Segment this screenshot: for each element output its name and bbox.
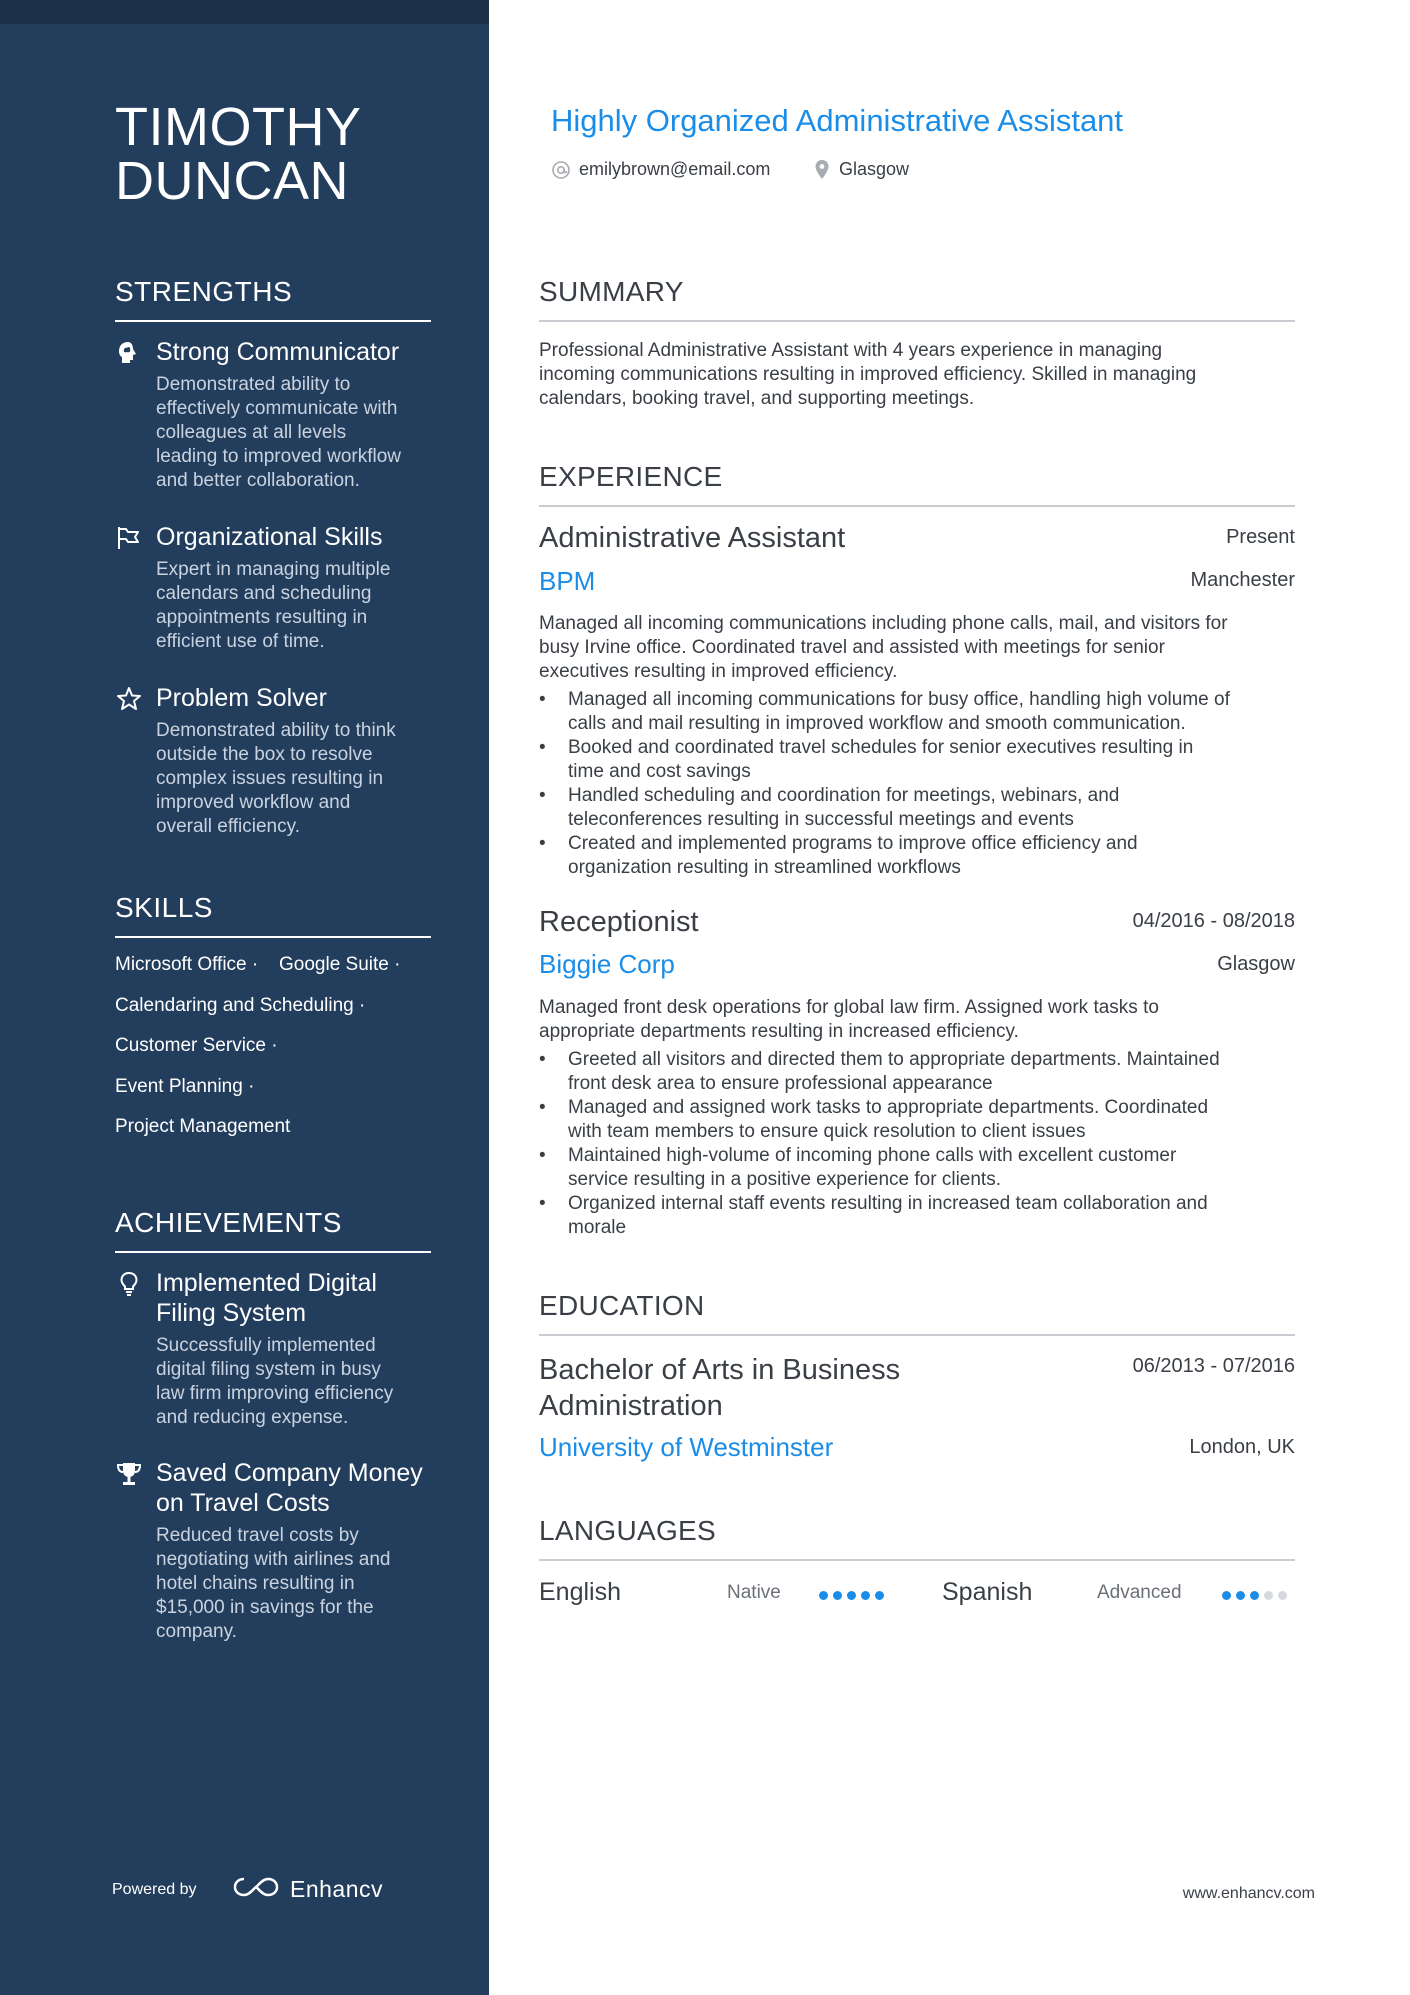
strength-item: [115, 522, 435, 654]
summary-heading: SUMMARY: [539, 276, 1295, 322]
text-line: service resulting in a positive experience for clients.: [568, 1169, 1001, 1190]
rating-dot-filled: [1236, 1591, 1245, 1600]
desc-line: efficient use of time.: [156, 631, 325, 652]
language-name: Spanish: [942, 1578, 1033, 1606]
rating-dot-filled: [819, 1591, 828, 1600]
rating-dot-filled: [833, 1591, 842, 1600]
rating-dot-filled: [861, 1591, 870, 1600]
strength-title: Problem Solver: [156, 684, 327, 712]
skill-item: Calendaring and Scheduling ·: [115, 995, 366, 1016]
text-line: • Handled scheduling and coordination for meetings, webinars, and: [568, 785, 1120, 806]
sidebar: [0, 0, 489, 1995]
desc-line: Demonstrated ability to think: [156, 720, 396, 741]
text-line: appropriate departments resulting in increased efficiency.: [539, 1021, 1019, 1042]
skill-item: Microsoft Office ·: [115, 954, 259, 975]
bullet-item: [539, 1096, 1299, 1144]
job-bullets: [539, 688, 1299, 880]
email-text[interactable]: emilybrown@email.com: [579, 159, 771, 179]
language-rating: [1222, 1587, 1292, 1605]
achievement-title: [156, 1268, 435, 1328]
job-date: Present: [1226, 526, 1295, 548]
title-line: Filing System: [156, 1299, 307, 1327]
language-level: Native: [727, 1582, 781, 1603]
location-text: Glasgow: [839, 159, 910, 179]
desc-line: Expert in managing multiple: [156, 559, 391, 580]
achievement-desc: [156, 1524, 435, 1644]
strength-desc: [156, 719, 435, 839]
lightbulb-icon: [115, 1270, 143, 1298]
bullet-item: [539, 1048, 1299, 1096]
summary-text: [539, 339, 1299, 411]
skills-heading: SKILLS: [115, 892, 431, 938]
strength-title: Strong Communicator: [156, 338, 400, 366]
website-link[interactable]: www.enhancv.com: [1182, 1885, 1315, 1902]
desc-line: negotiating with airlines and: [156, 1549, 391, 1570]
text-line: morale: [568, 1217, 627, 1238]
desc-line: $15,000 in savings for the: [156, 1597, 374, 1618]
text-line: Managed front desk operations for global law firm. Assigned work tasks to: [539, 997, 1159, 1018]
text-line: • Greeted all visitors and directed them to appropriate departments. Maintained: [568, 1049, 1220, 1070]
strength-item: [115, 337, 435, 493]
job-title: Administrative Assistant: [539, 522, 846, 554]
star-icon: [115, 685, 143, 713]
job-title: Receptionist: [539, 906, 699, 938]
bullet-item: [539, 1192, 1299, 1240]
skill-item: Google Suite ·: [279, 954, 401, 975]
degree-title: [539, 1352, 900, 1424]
text-line: executives resulting in improved efficiency.: [539, 661, 898, 682]
title-line: Saved Company Money: [156, 1459, 423, 1487]
school-name: University of Westminster: [539, 1432, 834, 1462]
school-location: London, UK: [1189, 1436, 1295, 1458]
text-line: calendars, booking travel, and supporting meetings.: [539, 388, 975, 409]
strengths-heading: STRENGTHS: [115, 276, 431, 322]
education-heading: EDUCATION: [539, 1290, 1295, 1336]
achievement-item: [115, 1268, 435, 1430]
desc-line: Demonstrated ability to: [156, 374, 351, 395]
bullet-item: [539, 688, 1299, 736]
sidebar-top-band: [0, 0, 489, 24]
language-rating: [819, 1587, 889, 1605]
desc-line: leading to improved workflow: [156, 446, 402, 467]
desc-line: appointments resulting in: [156, 607, 368, 628]
rating-dot-filled: [847, 1591, 856, 1600]
job-location: Glasgow: [1217, 953, 1295, 975]
rating-dot-empty: [1264, 1591, 1273, 1600]
bullet-item: [539, 736, 1299, 784]
bullet-item: [539, 1144, 1299, 1192]
achievements-heading: ACHIEVEMENTS: [115, 1207, 431, 1253]
job-description: [539, 996, 1299, 1044]
company-name: Biggie Corp: [539, 949, 675, 979]
text-line: incoming communications resulting in improved efficiency. Skilled in managing: [539, 364, 1197, 385]
headline: Highly Organized Administrative Assistant: [551, 103, 1124, 138]
text-line: • Managed and assigned work tasks to appropriate departments. Coordinated: [568, 1097, 1209, 1118]
desc-line: law firm improving efficiency: [156, 1383, 394, 1404]
rating-dot-filled: [1250, 1591, 1259, 1600]
achievement-title: [156, 1458, 435, 1518]
desc-line: improved workflow and: [156, 792, 351, 813]
powered-by-label: Powered by: [112, 1881, 197, 1898]
rating-dot-empty: [1278, 1591, 1287, 1600]
text-line: Managed all incoming communications including phone calls, mail, and visitors for: [539, 613, 1228, 634]
text-line: front desk area to ensure professional appearance: [568, 1073, 993, 1094]
job-date: 04/2016 - 08/2018: [1132, 910, 1295, 932]
languages-heading: LANGUAGES: [539, 1515, 1295, 1561]
text-line: • Booked and coordinated travel schedules for senior executives resulting in: [568, 737, 1194, 758]
strength-item: [115, 683, 435, 839]
text-line: organization resulting in streamlined workflows: [568, 857, 961, 878]
achievement-item: [115, 1458, 435, 1644]
skill-item: Customer Service ·: [115, 1035, 278, 1056]
trophy-icon: [115, 1460, 143, 1488]
bullet-item: [539, 784, 1299, 832]
text-line: time and cost savings: [568, 761, 751, 782]
flag-icon: [115, 524, 143, 552]
education-date: 06/2013 - 07/2016: [1132, 1355, 1295, 1377]
language-name: English: [539, 1578, 621, 1606]
title-line: on Travel Costs: [156, 1489, 330, 1517]
text-line: Bachelor of Arts in Business: [539, 1354, 901, 1386]
experience-heading: EXPERIENCE: [539, 461, 1295, 507]
text-line: • Maintained high-volume of incoming phone calls with excellent customer: [568, 1145, 1177, 1166]
last-name: DUNCAN: [115, 151, 350, 211]
text-line: • Managed all incoming communications for busy office, handling high volume of: [568, 689, 1230, 710]
enhancv-logo-icon[interactable]: [232, 1873, 280, 1901]
job-bullets: [539, 1048, 1299, 1240]
desc-line: company.: [156, 1621, 237, 1642]
rating-dot-filled: [875, 1591, 884, 1600]
desc-line: digital filing system in busy: [156, 1359, 381, 1380]
text-line: teleconferences resulting in successful meetings and events: [568, 809, 1074, 830]
desc-line: Reduced travel costs by: [156, 1525, 359, 1546]
skill-item: Project Management: [115, 1116, 291, 1137]
strength-desc: [156, 373, 435, 493]
desc-line: colleagues at all levels: [156, 422, 347, 443]
desc-line: and reducing expense.: [156, 1407, 349, 1428]
desc-line: Successfully implemented: [156, 1335, 376, 1356]
text-line: • Organized internal staff events resulting in increased team collaboration and: [568, 1193, 1208, 1214]
text-line: • Created and implemented programs to improve office efficiency and: [568, 833, 1138, 854]
enhancv-brand[interactable]: Enhancv: [290, 1876, 384, 1902]
desc-line: complex issues resulting in: [156, 768, 384, 789]
company-name: BPM: [539, 566, 596, 596]
desc-line: outside the box to resolve: [156, 744, 373, 765]
at-icon: [551, 160, 571, 180]
desc-line: hotel chains resulting in: [156, 1573, 355, 1594]
head-icon: [115, 339, 143, 367]
strength-title: Organizational Skills: [156, 523, 383, 551]
location-pin-icon: [814, 159, 830, 181]
language-level: Advanced: [1097, 1582, 1182, 1603]
desc-line: calendars and scheduling: [156, 583, 372, 604]
rating-dot-filled: [1222, 1591, 1231, 1600]
candidate-name: [115, 97, 362, 211]
text-line: Administration: [539, 1390, 723, 1422]
skill-item: Event Planning ·: [115, 1076, 255, 1097]
text-line: Professional Administrative Assistant with 4 years experience in managing: [539, 340, 1163, 361]
title-line: Implemented Digital: [156, 1269, 377, 1297]
job-description: [539, 612, 1299, 684]
text-line: busy Irvine office. Coordinated travel and assisted with meetings for senior: [539, 637, 1165, 658]
bullet-item: [539, 832, 1299, 880]
text-line: calls and mail resulting in improved workflow and smooth communication.: [568, 713, 1186, 734]
desc-line: overall efficiency.: [156, 816, 300, 837]
desc-line: effectively communicate with: [156, 398, 398, 419]
job-location: Manchester: [1190, 569, 1295, 591]
achievement-desc: [156, 1334, 435, 1430]
strength-desc: [156, 558, 435, 654]
desc-line: and better collaboration.: [156, 470, 360, 491]
first-name: TIMOTHY: [115, 97, 362, 157]
text-line: with team members to ensure quick resolution to client issues: [568, 1121, 1086, 1142]
